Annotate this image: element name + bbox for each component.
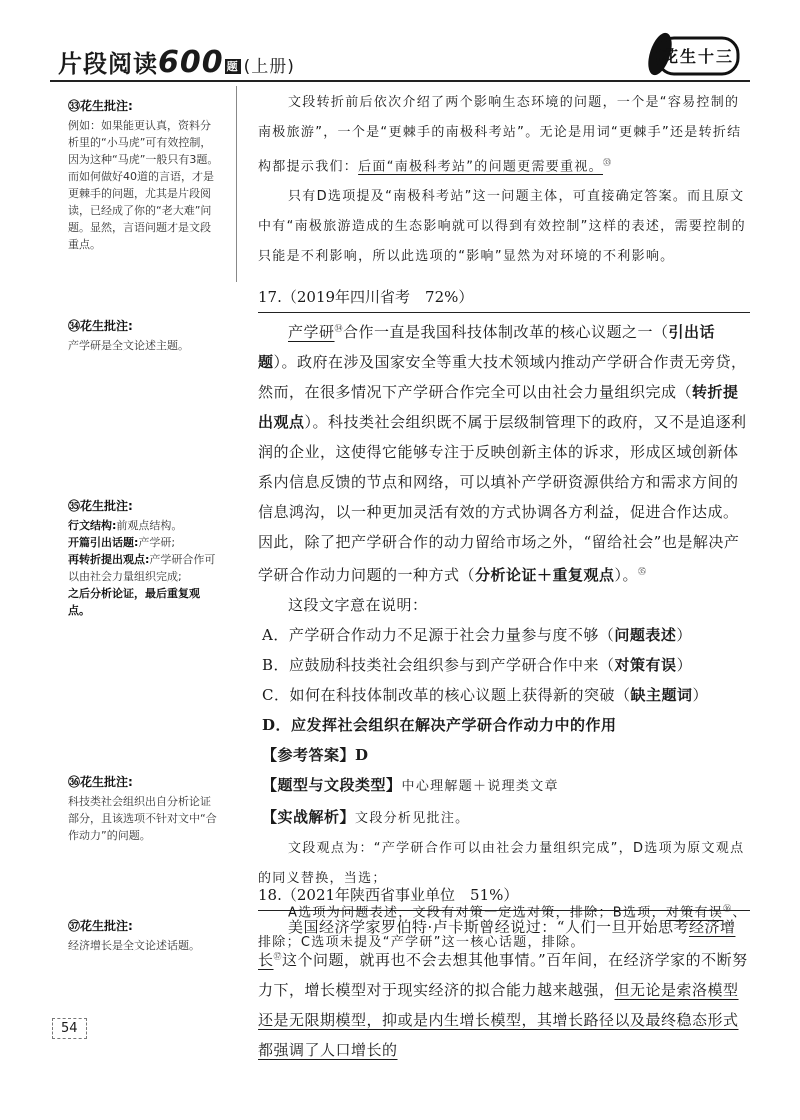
option-a: A．产学研合作动力不足源于社会力量参与度不够（问题表述） (262, 626, 692, 644)
question-18-passage (258, 912, 750, 1065)
annotation-title: ㉝花生批注: (68, 99, 133, 113)
annotation-line: 之后分析论证，最后重复观点。 (68, 587, 200, 617)
annotation-title: ㊲花生批注: (68, 919, 133, 933)
annotation-36 (68, 774, 220, 844)
annotation-body: 产学研是全文论述主题。 (68, 339, 189, 352)
option-b: B．应鼓励科技类社会组织参与到产学研合作中来（对策有误） (262, 656, 693, 674)
paragraph: 只有D选项提及“南极科考站”这一问题主体，可直接确定答案。而且原文中有“南极旅游造成的生态影响就可以得到有效控制”这样的表述，需要控制的只能是不利影响，所以此选项的“影响”显然为对环境的不利影响。 (258, 189, 746, 265)
annotation-33 (68, 98, 220, 253)
page-number: 54 (52, 1018, 87, 1039)
analysis-label: 【实战解析】文段分析见批注。 (262, 808, 470, 826)
reference-answer: 【参考答案】D (262, 746, 369, 764)
title-number: 600 (158, 45, 224, 80)
question-17-heading: 17.（2019年四川省考 72%） (258, 286, 750, 313)
question-17-passage (258, 314, 750, 958)
brand-name: 花生十三 (662, 47, 735, 66)
annotation-37 (68, 918, 220, 954)
question-stem: 这段文字意在说明： (288, 596, 428, 614)
annotation-line: 开篇引出话题:产学研; (68, 536, 176, 549)
header-divider (50, 80, 750, 82)
annotation-body: 例如：如果能更认真，资料分析里的“小马虎”可有效控制，因为这种“马虎”一般只有3题。而如何做好40道的言语，才是更棘手的问题，尤其是片段阅读，已经成了你的“老大难”问题。显然，言语问题才是文段重点。 (68, 119, 219, 251)
question-type: 【题型与文段类型】中心理解题＋说理类文章 (262, 776, 559, 794)
annotation-35 (68, 498, 220, 619)
paragraph: 文段转折前后依次介绍了两个影响生态环境的问题，一个是“容易控制的南极旅游”，一个是“更棘手的南极科考站”。无论是用词“更棘手”还是转折结构都提示我们：后面“南极科考站”的问题更需要重视。$^㉝$ (258, 95, 742, 175)
annotation-title: ㊱花生批注: (68, 775, 133, 789)
title-volume: (上册) (243, 57, 295, 77)
book-title (58, 44, 295, 80)
passage-text: 产学研$^㉞$合作一直是我国科技体制改革的核心议题之一（引出话题）。政府在涉及国家安全等重大技术领域内推动产学研合作责无旁贷，然而，在很多情况下产学研合作完全可以由社会力量组织完成（转折提出观点）。科技类社会组织既不属于层级制管理下的政府，又不是追逐利润的企业，这使得它能够专注于反映创新主体的诉求，形成区域创新体系内信息反馈的节点和网络，可以填补产学研资源供给方和需求方间的信息鸿沟，以一种更加灵活有效的方式协调各方利益，促进合作达成。因此，除了把产学研合作的动力留给市场之外，“留给社会”也是解决产学研合作动力问题的一种方式（分析论证＋重复观点）。$^㉟$ (258, 323, 747, 584)
annotation-title: ㉟花生批注: (68, 499, 133, 513)
annotation-title: ㉞花生批注: (68, 319, 133, 333)
annotation-line: 行文结构:前观点结构。 (68, 519, 183, 532)
annotation-34 (68, 318, 220, 354)
annotation-body: 科技类社会组织出自分析论证部分，且该选项不针对文中“合作动力”的问题。 (68, 795, 217, 842)
title-ti-badge: 题 (226, 60, 239, 73)
option-d: D．应发挥社会组织在解决产学研合作动力中的作用 (262, 716, 617, 734)
column-divider (236, 86, 237, 282)
prev-question-analysis (258, 88, 750, 272)
annotation-body: 经济增长是全文论述话题。 (68, 939, 200, 952)
question-18-heading: 18.（2021年陕西省事业单位 51%） (258, 884, 750, 911)
annotation-line: 再转折提出观点:产学研合作可以由社会力量组织完成; (68, 553, 216, 583)
passage-text: 美国经济学家罗伯特·卢卡斯曾经说过：“人们一旦开始思考经济增长$^㊲$这个问题，就再也不会去想其他事情。”百年间，在经济学家的不断努力下，增长模型对于现实经济的拟合能力越来越强，但无论是索洛模型还是无限期模型，抑或是内生增长模型，其增长路径以及最终稳态形式都强调了人口增长的 (258, 918, 748, 1059)
explanation-1: 文段观点为：“产学研合作可以由社会力量组织完成”，D选项为原文观点的同义替换，当选； (258, 841, 745, 886)
explanation-2: A选项为问题表述，文段有对策一定选对策，排除；B选项，对策有误$^㊱$、排除；C选项未提及“产学研”这一核心话题，排除。 (258, 904, 747, 951)
option-c: C．如何在科技体制改革的核心议题上获得新的突破（缺主题词） (262, 686, 709, 704)
annotation-body (68, 517, 220, 619)
title-prefix: 片段阅读 (58, 50, 158, 78)
